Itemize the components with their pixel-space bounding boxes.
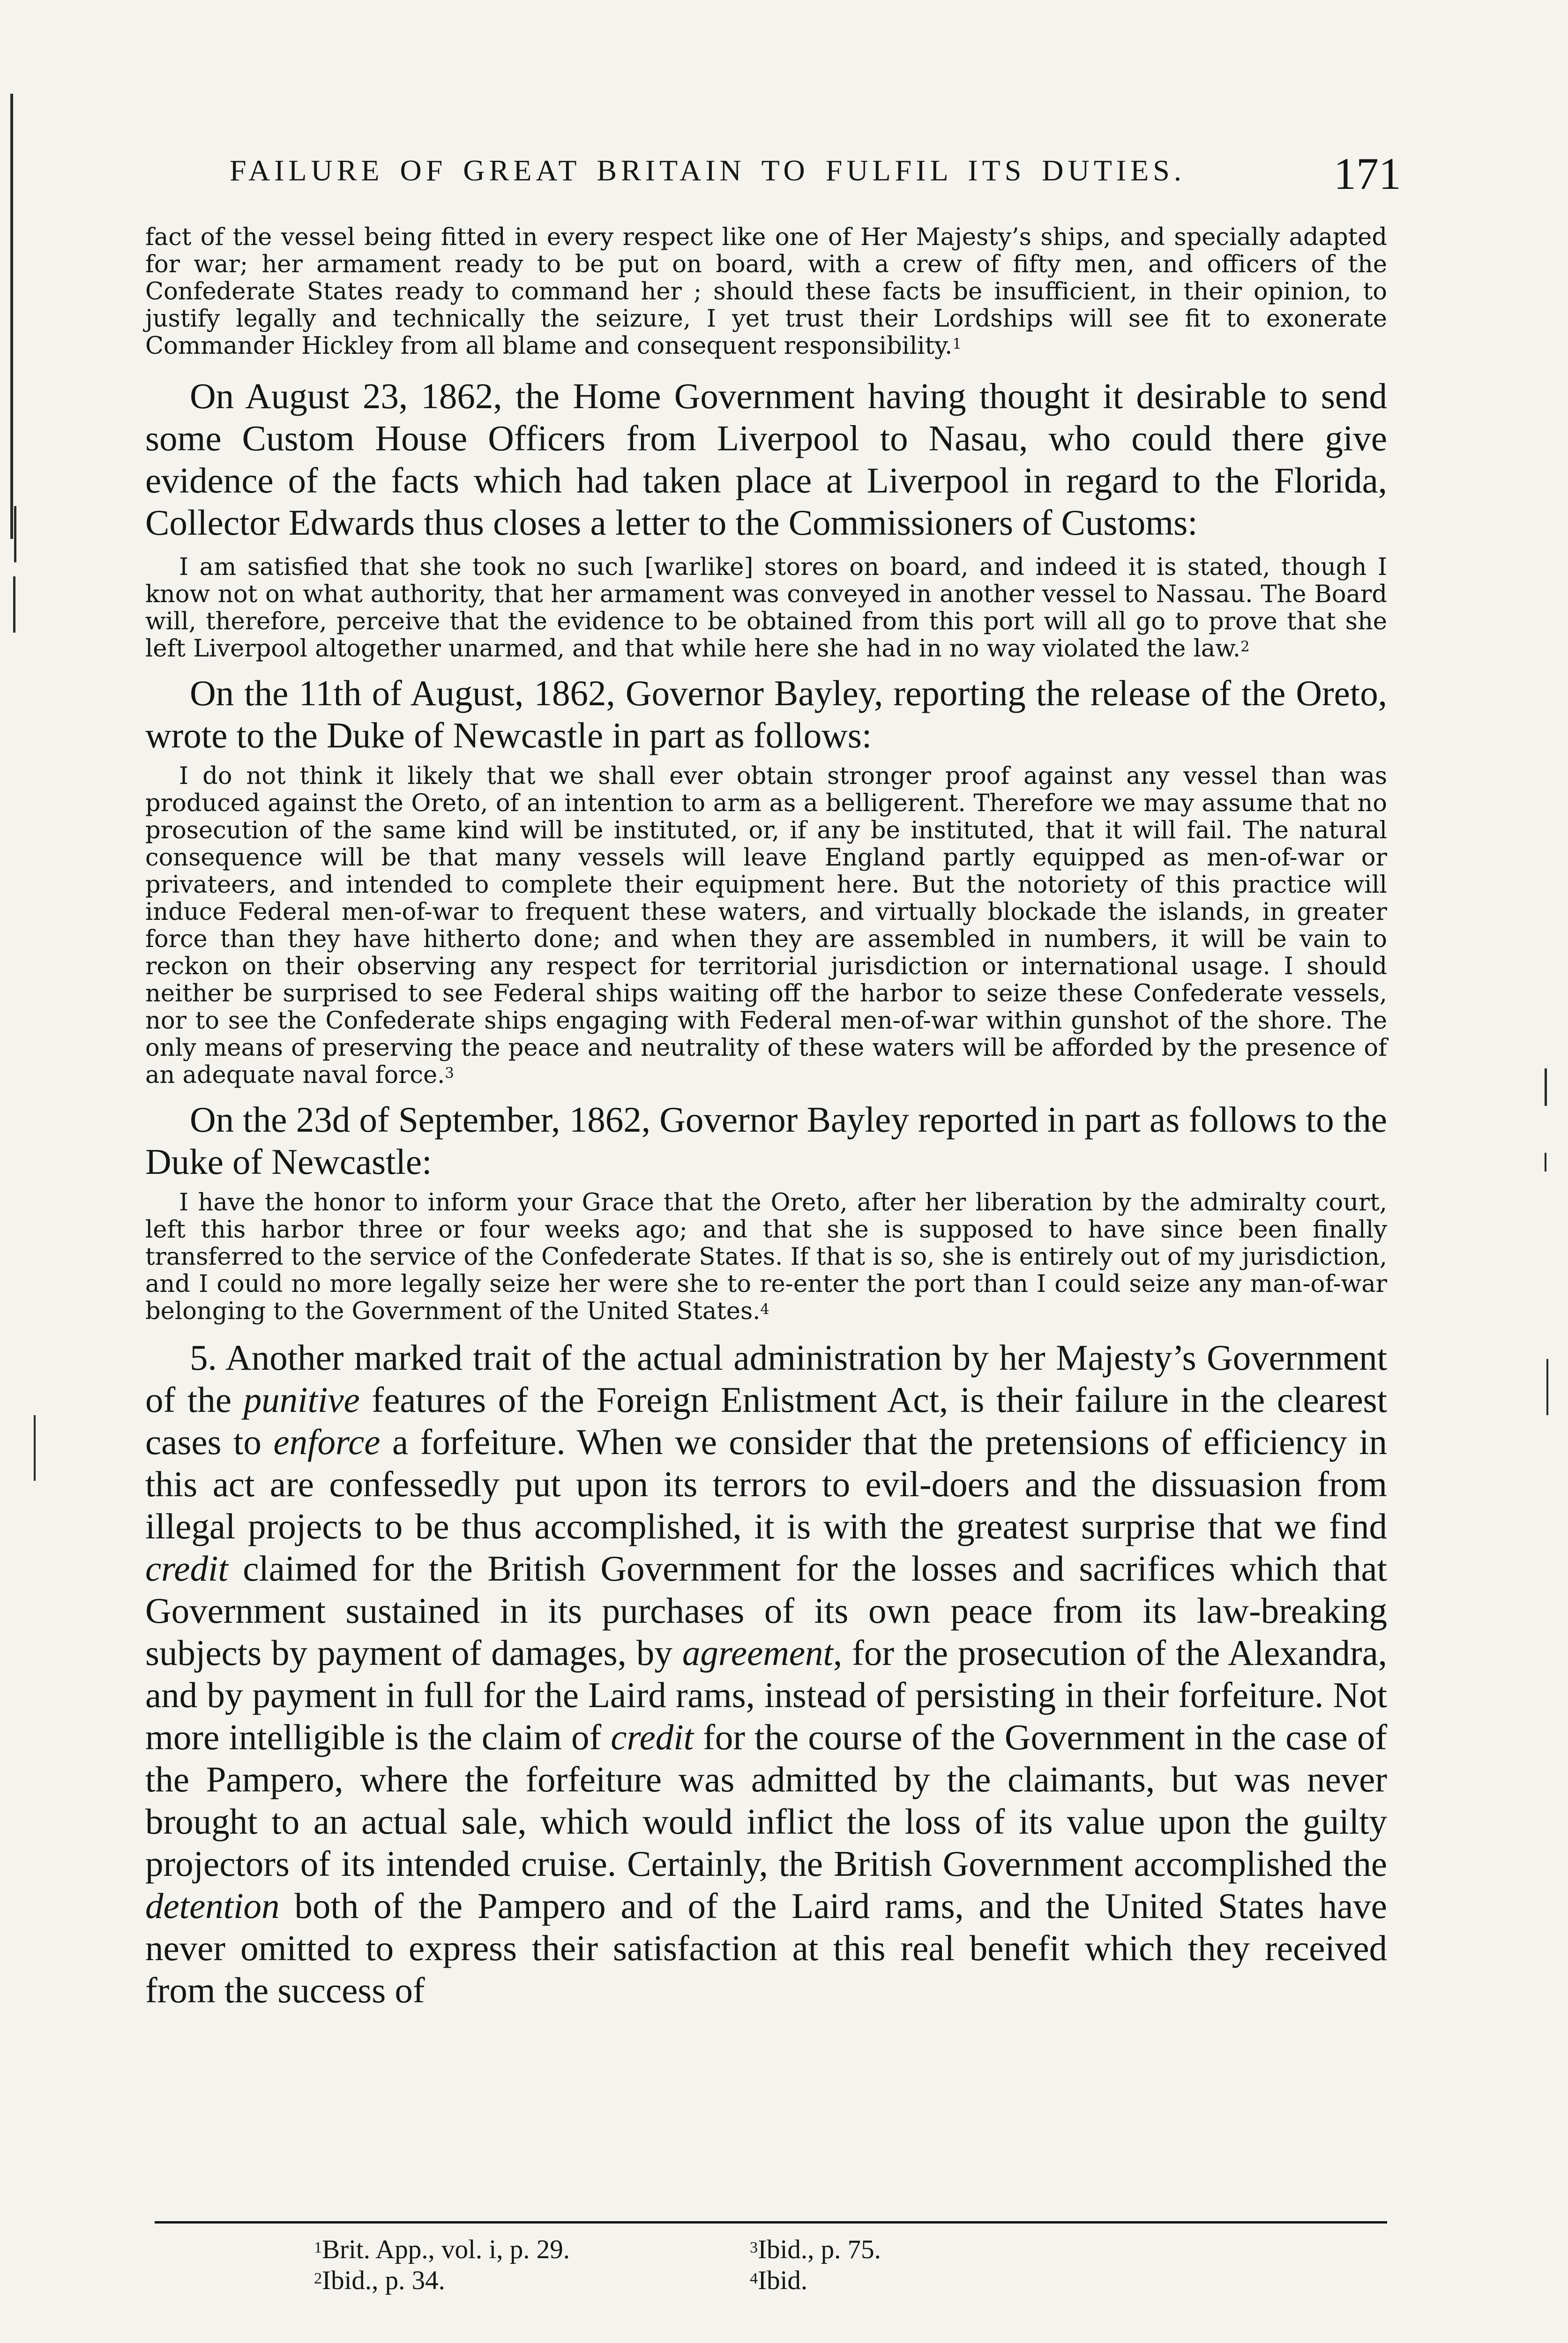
right-edge-mark: [1545, 1153, 1546, 1172]
footnotes: [314, 2234, 1073, 2305]
footnote-2: $^2$Ibid., p. 34.: [314, 2266, 445, 2295]
footnote-4: $^4$Ibid.: [750, 2266, 808, 2295]
footnote-3: $^3$Ibid., p. 75.: [750, 2235, 881, 2264]
emphasis-enforce: enforce: [273, 1422, 381, 1462]
running-header: [230, 148, 1401, 204]
right-edge-mark: [1546, 1359, 1548, 1415]
page-number: 171: [1334, 149, 1401, 199]
footnote-ref: 2: [1240, 639, 1250, 656]
right-edge-mark: [1545, 1068, 1547, 1106]
footnote-ref: 3: [445, 1065, 454, 1082]
emphasis-detention: detention: [145, 1886, 280, 1926]
paragraph-continued-quote: fact of the vessel being fitted in every respect like one of Her Majesty’s ships, and specially adapted for war; her armament ready to be put on board, with a crew of fifty men, and officers of the Confederate States ready to command her ; should these facts be insufficient, in their opinion, to justify legally and technically the seizure, I yet trust their Lordships will see fit to exonerate Commander Hickley from all blame and consequent responsibility.$^1$: [145, 224, 1387, 360]
footnote-ref: 1: [952, 336, 962, 353]
paragraph-collector-edwards: On August 23, 1862, the Home Government having thought it desirable to send some Custom House Officers from Liverpool to Nasau, who could there give evidence of the facts which had taken place at Liverpool in regard to the Florida, Collector Edwards thus closes a letter to the Commissioners of Customs:: [145, 376, 1387, 543]
left-edge-mark: [13, 576, 15, 633]
emphasis-agreement: agreement: [682, 1633, 833, 1673]
paragraph-section-5: 5. Another marked trait of the actual administration by her Majesty’s Government of the punitive features of the Foreign Enlistment Act, is their failure in the clearest cases to enforce a forfeiture. When we consider that the pretensions of efficiency in this act are confessedly put upon its terrors to evil-doers and the dissuasion from illegal projects to be thus accomplished, it is with the greatest surprise that we find credit claimed for the British Government for the losses and sacrifices which that Government sustained in its purchases of its own peace from its law-breaking subjects by payment of damages, by agreement, for the prosecution of the Alexandra, and by payment in full for the Laird rams, instead of persisting in their forfeiture. Not more intelligible is the claim of credit for the course of the Government in the case of the Pampero, where the forfeiture was admitted by the claimants, but was never brought to an actual sale, which would inflict the loss of its value upon the guilty projectors of its intended cruise. Certainly, the British Government accomplished the detention both of the Pampero and of the Laird rams, and the United States have never omitted to express their satisfaction at this real benefit which they received from the success of: [145, 1337, 1388, 2010]
quote-bayley-august: I do not think it likely that we shall ever obtain stronger proof against any vessel than was produced against the Oreto, of an intention to arm as a belligerent. Therefore we may assume that no prosecution of the same kind will be instituted, or, if any be instituted, that it will fail. The natural consequence will be that many vessels will leave England partly equipped as men-of-war or privateers, and intended to complete their equipment here. But the notoriety of this practice will induce Federal men-of-war to frequent these waters, and virtually blockade the islands, in greater force than they have hitherto done; and when they are assembled in numbers, it will be vain to reckon on their observing any respect for territorial jurisdiction or international usage. I should neither be surprised to see Federal ships waiting off the harbor to seize these Confederate vessels, nor to see the Confederate ships engaging with Federal men-of-war within gunshot of the shore. The only means of preserving the peace and neutrality of these waters will be afforded by the presence of an adequate naval force.$^3$: [145, 762, 1387, 1089]
left-edge-mark: [14, 506, 16, 562]
footnote-ref: 4: [760, 1301, 769, 1318]
quote-bayley-september: I have the honor to inform your Grace that the Oreto, after her liberation by the admiralty court, left this harbor three or four weeks ago; and that she is supposed to have since been finally transferred to the service of the Confederate States. If that is so, she is entirely out of my jurisdiction, and I could no more legally seize her were she to re-enter the port than I could seize any man-of-war belonging to the Government of the United States.$^4$: [145, 1189, 1387, 1325]
paragraph-bayley-august: On the 11th of August, 1862, Governor Bayley, reporting the release of the Oreto, wrote to the Duke of Newcastle in part as follows:: [145, 673, 1387, 755]
emphasis-credit: credit: [145, 1548, 228, 1589]
quote-edwards-letter: I am satisfied that she took no such [warlike] stores on board, and indeed it is stated, though I know not on what authority, that her armament was conveyed in another vessel to Nassau. The Board will, therefore, perceive that the evidence to be obtained from this port will all go to prove that she left Liverpool altogether unarmed, and that while here she had in no way violated the law.$^2$: [145, 553, 1387, 663]
emphasis-credit: credit: [611, 1717, 694, 1757]
header-title: FAILURE OF GREAT BRITAIN TO FULFIL ITS DUTIES.: [230, 154, 1186, 187]
emphasis-punitive: punitive: [243, 1380, 360, 1420]
paragraph-bayley-september: On the 23d of September, 1862, Governor Bayley reported in part as follows to the Duke of Newcastle:: [145, 1099, 1387, 1182]
main-text: [145, 224, 1387, 2022]
left-edge-mark: [34, 1415, 36, 1481]
footnote-divider: [155, 2221, 1387, 2224]
left-edge-line: [10, 94, 13, 539]
footnote-1: $^1$Brit. App., vol. i, p. 29.: [314, 2235, 570, 2264]
